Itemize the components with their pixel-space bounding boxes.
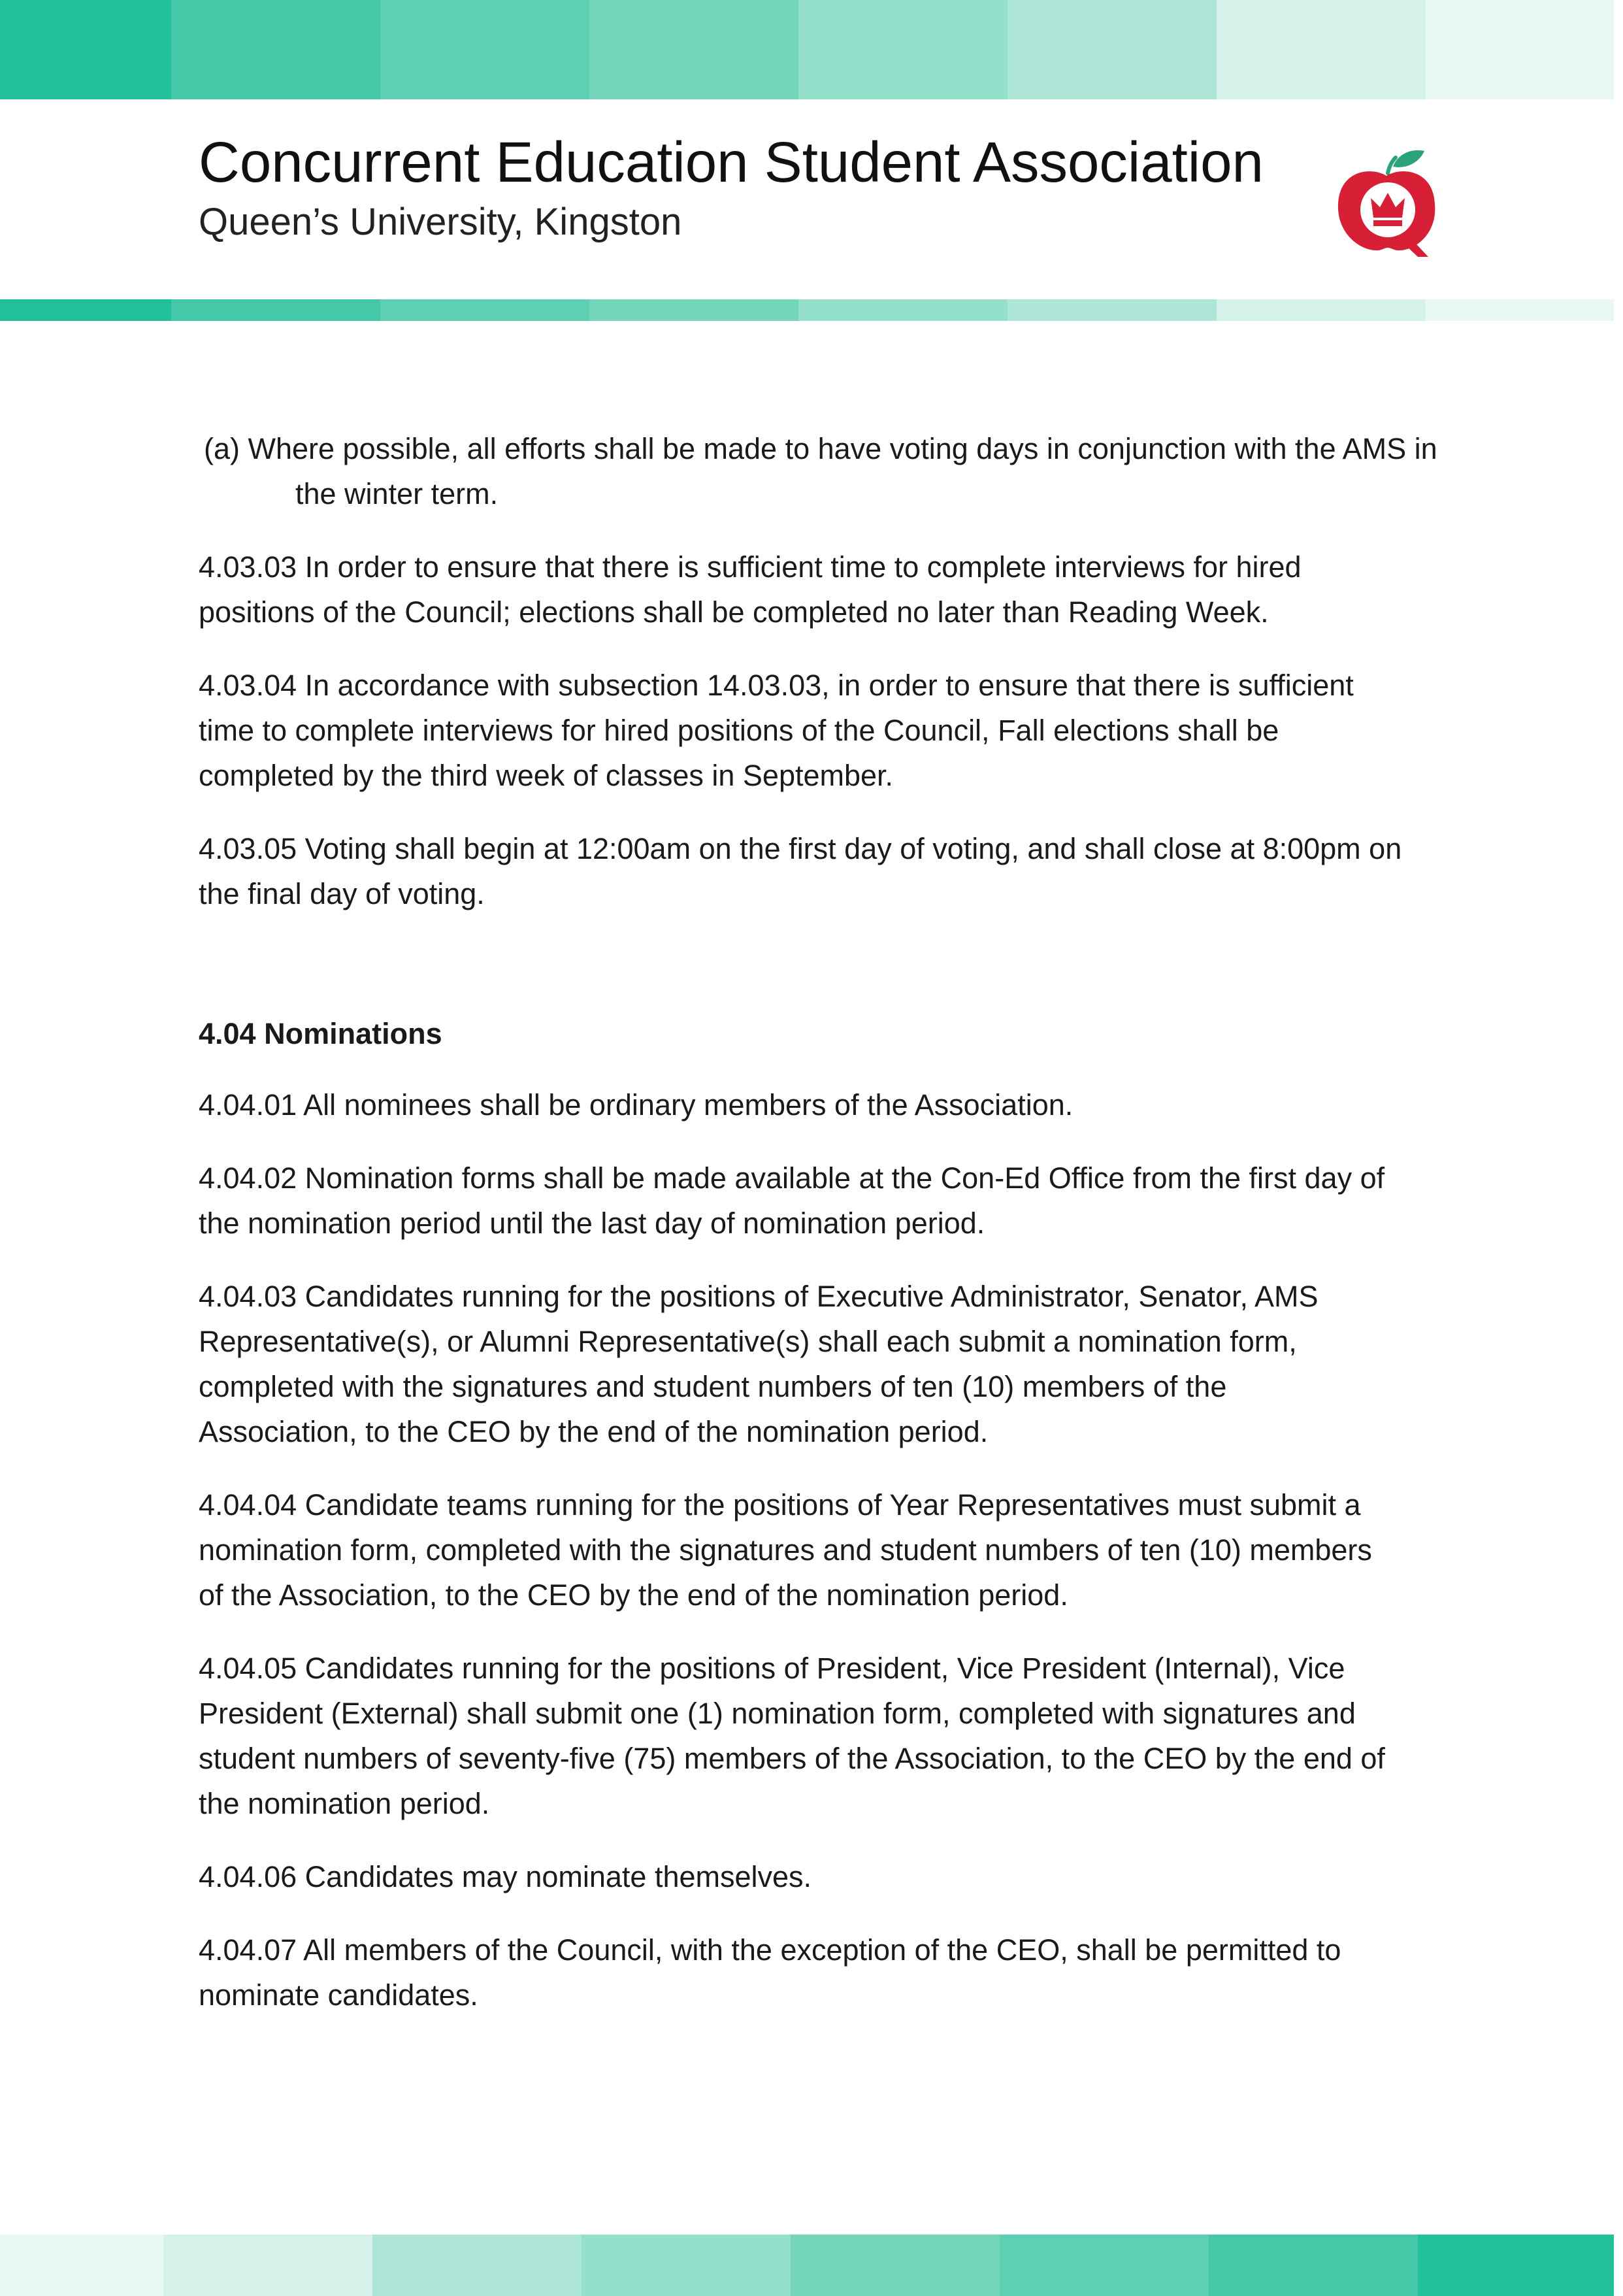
band-segment — [1008, 0, 1217, 99]
band-segment — [380, 0, 589, 99]
band-segment — [0, 0, 171, 99]
band-segment — [1418, 2235, 1614, 2296]
clause-4-04-07: 4.04.07 All members of the Council, with the exception of the CEO, shall be permitted to nominate candidates. — [199, 1933, 1341, 2012]
band-segment — [1426, 299, 1614, 321]
clause-4-04-03: 4.04.03 Candidates running for the positions of Executive Administrator, Senator, AMS Representative(s), or Alumni Representative(s) shall each submit a nomination form, completed with the signatures and student numbers of ten (10) members of the Association, to the CEO by the end of the nomination period. — [199, 1280, 1319, 1448]
band-segment — [163, 2235, 372, 2296]
band-segment — [1008, 299, 1217, 321]
organization-subtitle: Queen’s University, Kingston — [199, 201, 682, 244]
document-header — [199, 131, 1264, 245]
band-segment — [589, 299, 798, 321]
apple-crown-icon — [1333, 147, 1441, 258]
clause-4-04-05: 4.04.05 Candidates running for the positions of President, Vice President (Internal), Vice President (External) shall submit one (1) nomination form, completed with signatures and student numbers of seventy-five (75) members of the Association, to the CEO by the end of the nomination period. — [199, 1652, 1385, 1820]
clause-4-04-01: 4.04.01 All nominees shall be ordinary members of the Association. — [199, 1088, 1074, 1122]
band-segment — [1209, 2235, 1418, 2296]
clause-4-03-05: 4.03.05 Voting shall begin at 12:00am on the first day of voting, and shall close at 8:00pm on the final day of voting. — [199, 832, 1402, 910]
band-segment — [798, 299, 1008, 321]
section-heading-nominations: 4.04 Nominations — [199, 1017, 442, 1050]
clause-4-04-02: 4.04.02 Nomination forms shall be made available at the Con-Ed Office from the first day of the nomination period until the last day of nomination period. — [199, 1161, 1385, 1240]
band-segment — [1217, 0, 1426, 99]
clause-4-03-03: 4.03.03 In order to ensure that there is sufficient time to complete interviews for hired positions of the Council; elections shall be completed no later than Reading Week. — [199, 550, 1302, 629]
band-segment — [1000, 2235, 1209, 2296]
band-segment — [798, 0, 1008, 99]
header-divider-band — [0, 299, 1614, 321]
clause-4-04-06: 4.04.06 Candidates may nominate themselves. — [199, 1860, 812, 1893]
clause-4-03-02-a: (a) Where possible, all efforts shall be made to have voting days in conjunction with the AMS in the winter term. — [204, 432, 1437, 510]
band-segment — [791, 2235, 1000, 2296]
document-body — [199, 426, 1466, 2046]
band-segment — [171, 0, 380, 99]
band-segment — [0, 299, 171, 321]
band-segment — [171, 299, 380, 321]
band-segment — [1426, 0, 1614, 99]
organization-title: Concurrent Education Student Association — [199, 131, 1264, 194]
band-segment — [380, 299, 589, 321]
top-color-band — [0, 0, 1614, 99]
band-segment — [1217, 299, 1426, 321]
band-segment — [582, 2235, 791, 2296]
bottom-color-band — [0, 2235, 1614, 2296]
clause-4-03-04: 4.03.04 In accordance with subsection 14.03.03, in order to ensure that there is sufficient time to complete interviews for hired positions of the Council, Fall elections shall be completed by the third week of classes in September. — [199, 669, 1354, 792]
band-segment — [372, 2235, 582, 2296]
band-segment — [0, 2235, 163, 2296]
band-segment — [589, 0, 798, 99]
clause-4-04-04: 4.04.04 Candidate teams running for the positions of Year Representatives must submit a nomination form, completed with the signatures and student numbers of ten (10) members of the Association, to the CEO by the end of the nomination period. — [199, 1488, 1372, 1612]
